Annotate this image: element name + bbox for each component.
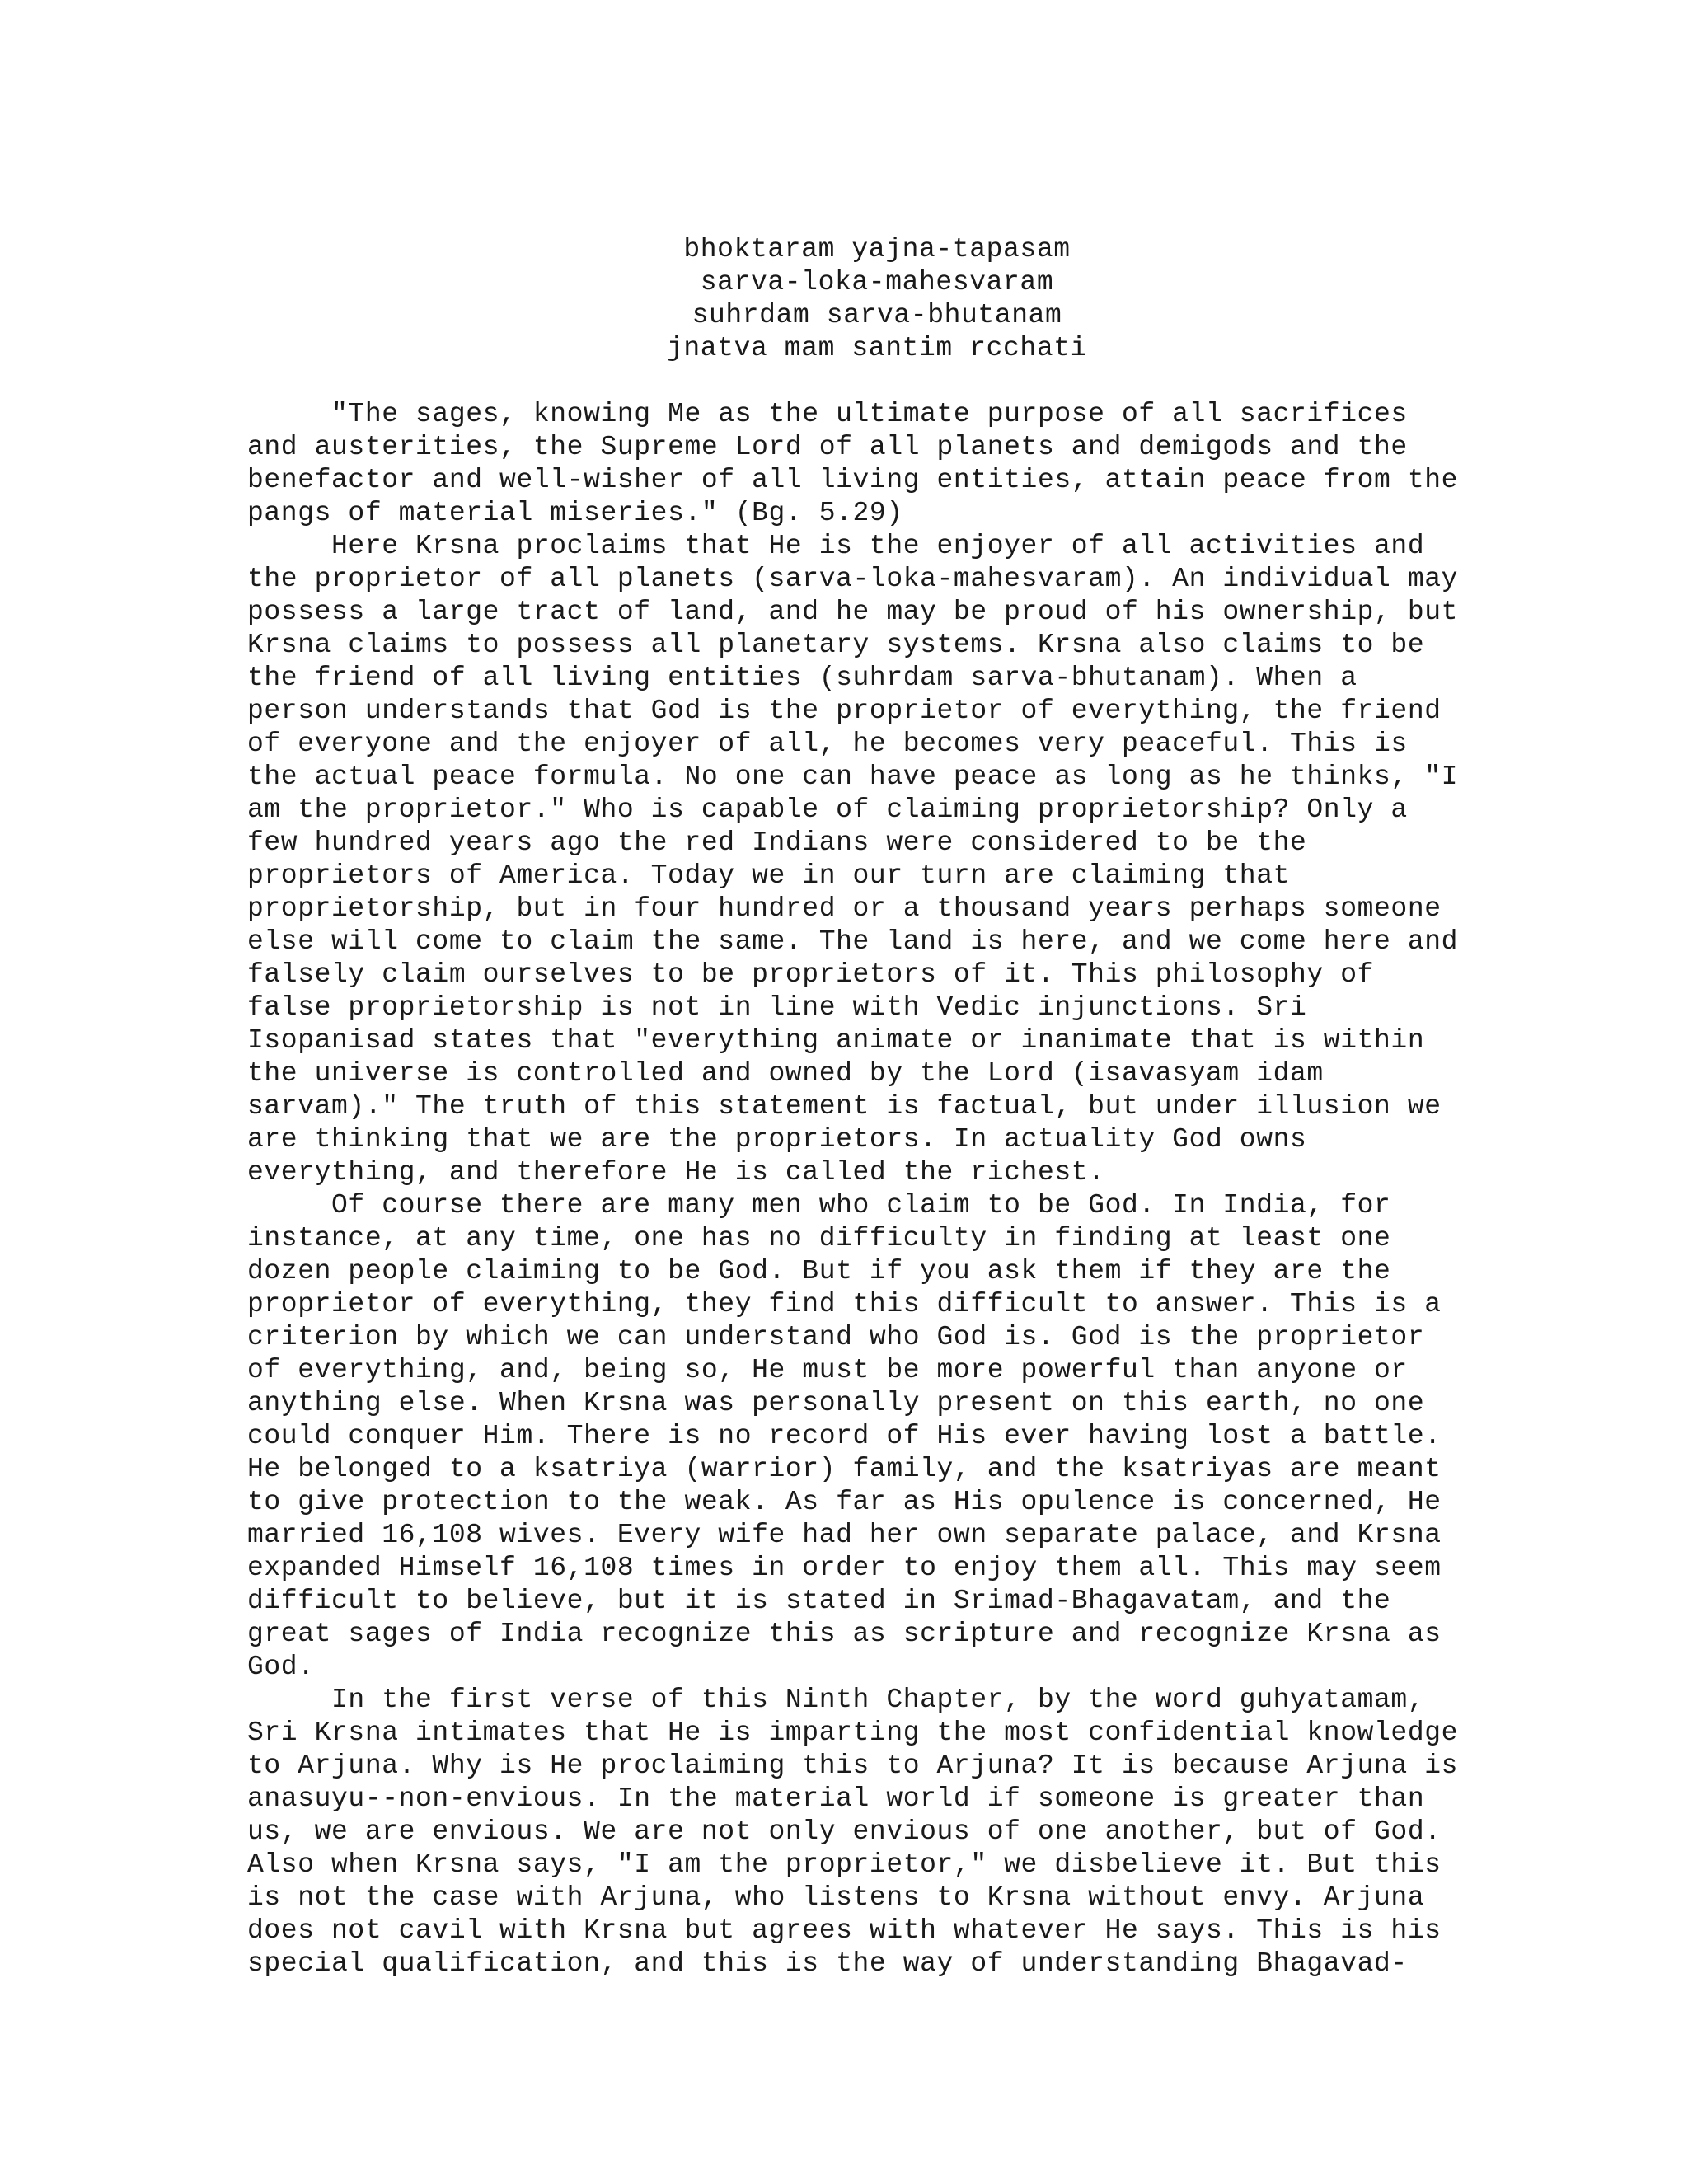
text-line: the universe is controlled and owned by the Lord (isavasyam idam <box>247 1058 1324 1089</box>
text-line: married 16,108 wives. Every wife had her own separate palace, and Krsna <box>247 1520 1442 1550</box>
text-line: the friend of all living entities (suhrdam sarva-bhutanam). When a <box>247 663 1357 693</box>
verse-line: suhrdam sarva-bhutanam <box>692 300 1062 330</box>
text-line: false proprietorship is not in line with Vedic injunctions. Sri <box>247 992 1307 1023</box>
text-line: does not cavil with Krsna but agrees with whatever He says. This is his <box>247 1915 1442 1946</box>
text-line: of everything, and, being so, He must be more powerful than anyone or <box>247 1355 1408 1385</box>
text-line: Isopanisad states that "everything animate or inanimate that is within <box>247 1025 1425 1056</box>
text-line: In the first verse of this Ninth Chapter, by the word guhyatamam, <box>247 1685 1425 1715</box>
text-line: possess a large tract of land, and he may be proud of his ownership, but <box>247 597 1459 627</box>
text-line: proprietor of everything, they find this difficult to answer. This is a <box>247 1289 1442 1319</box>
text-line: to give protection to the weak. As far as His opulence is concerned, He <box>247 1487 1442 1517</box>
text-line: anything else. When Krsna was personally present on this earth, no one <box>247 1388 1425 1418</box>
text-line: is not the case with Arjuna, who listens to Krsna without envy. Arjuna <box>247 1882 1425 1913</box>
verse-line: jnatva mam santim rcchati <box>666 333 1088 363</box>
text-line: the actual peace formula. No one can have peace as long as he thinks, "I <box>247 762 1459 792</box>
text-line: are thinking that we are the proprietors. In actuality God owns <box>247 1124 1307 1155</box>
text-line: am the proprietor." Who is capable of claiming proprietorship? Only a <box>247 794 1408 825</box>
text-line: benefactor and well-wisher of all living entities, attain peace from the <box>247 465 1459 495</box>
text-line: pangs of material miseries." (Bg. 5.29) <box>247 498 903 528</box>
text-line: proprietors of America. Today we in our turn are claiming that <box>247 860 1290 891</box>
text-line: difficult to believe, but it is stated in Srimad-Bhagavatam, and the <box>247 1586 1391 1616</box>
text-line: He belonged to a ksatriya (warrior) family, and the ksatriyas are meant <box>247 1454 1442 1484</box>
text-line: the proprietor of all planets (sarva-loka-mahesvaram). An individual may <box>247 564 1459 594</box>
text-line: "The sages, knowing Me as the ultimate purpose of all sacrifices <box>247 399 1408 429</box>
text-line: falsely claim ourselves to be proprietors of it. This philosophy of <box>247 959 1375 990</box>
verse-line: bhoktaram yajna-tapasam <box>683 234 1071 265</box>
text-line: proprietorship, but in four hundred or a thousand years perhaps someone <box>247 893 1442 924</box>
text-line: criterion by which we can understand who God is. God is the proprietor <box>247 1322 1425 1352</box>
text-line: expanded Himself 16,108 times in order to enjoy them all. This may seem <box>247 1553 1442 1583</box>
text-line: dozen people claiming to be God. But if you ask them if they are the <box>247 1256 1391 1286</box>
text-line: Here Krsna proclaims that He is the enjoyer of all activities and <box>247 531 1425 561</box>
text-line: person understands that God is the proprietor of everything, the friend <box>247 696 1442 726</box>
text-line: Sri Krsna intimates that He is imparting the most confidential knowledge <box>247 1718 1459 1748</box>
text-line: sarvam)." The truth of this statement is factual, but under illusion we <box>247 1091 1442 1122</box>
text-line: else will come to claim the same. The land is here, and we come here and <box>247 926 1459 957</box>
text-line: instance, at any time, one has no difficulty in finding at least one <box>247 1223 1391 1254</box>
text-line: to Arjuna. Why is He proclaiming this to Arjuna? It is because Arjuna is <box>247 1750 1459 1781</box>
text-line: Krsna claims to possess all planetary systems. Krsna also claims to be <box>247 630 1425 660</box>
text-line: great sages of India recognize this as scripture and recognize Krsna as <box>247 1619 1442 1649</box>
text-line: everything, and therefore He is called the richest. <box>247 1157 1105 1188</box>
verse-line: sarva-loka-mahesvaram <box>700 267 1054 298</box>
body-text <box>247 398 1467 1980</box>
text-line: and austerities, the Supreme Lord of all planets and demigods and the <box>247 432 1408 462</box>
text-line: Of course there are many men who claim to be God. In India, for <box>247 1190 1391 1221</box>
text-line: could conquer Him. There is no record of His ever having lost a battle. <box>247 1421 1442 1451</box>
text-line: anasuyu--non-envious. In the material world if someone is greater than <box>247 1783 1425 1814</box>
text-line: of everyone and the enjoyer of all, he becomes very peaceful. This is <box>247 729 1408 759</box>
text-line: God. <box>247 1652 315 1682</box>
text-line: special qualification, and this is the way of understanding Bhagavad- <box>247 1948 1408 1979</box>
text-line: Also when Krsna says, "I am the proprietor," we disbelieve it. But this <box>247 1849 1442 1880</box>
text-line: few hundred years ago the red Indians were considered to be the <box>247 827 1307 858</box>
text-line: us, we are envious. We are not only envious of one another, but of God. <box>247 1816 1442 1847</box>
